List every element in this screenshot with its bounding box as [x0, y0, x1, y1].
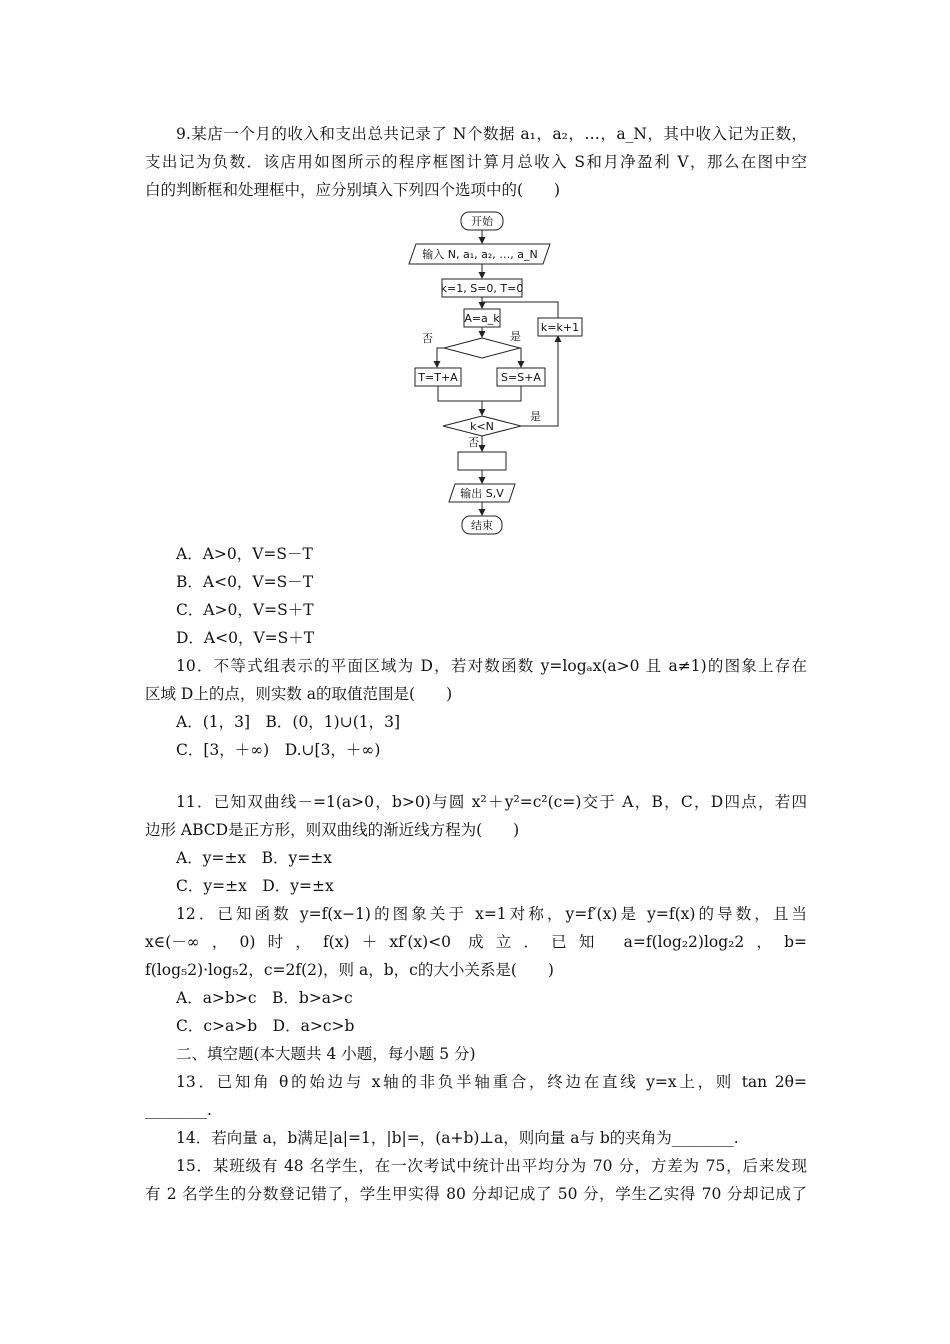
flowchart-loop-text: k<N — [470, 420, 494, 433]
q12-options-1: A．a>b>c B．b>a>c — [176, 989, 353, 1007]
q9-option-d: D．A<0，V=S＋T — [176, 629, 315, 647]
q15-line-1: 15．某班级有 48 名学生，在一次考试中统计出平均分为 70 分，方差为 75，后来发现 — [176, 1157, 807, 1175]
flowchart — [400, 205, 600, 540]
q11-line-2: 边形 ABCD是正方形，则双曲线的渐近线方程为( ) — [145, 821, 520, 839]
q11-options-1: A．y=±x B．y=±x — [176, 849, 333, 867]
flowchart-start-text: 开始 — [471, 215, 493, 228]
flowchart-init-text: k=1, S=0, T=0 — [440, 282, 524, 295]
q12-line-1: 12．已知函数 y=f(x−1)的图象关于 x=1对称，y=f′(x)是 y=f(x)的导数，且当 — [176, 905, 807, 923]
flowchart-input-text: 输入 N, a₁, a₂, …, a_N — [422, 248, 538, 261]
section-fill-in-title: 二、填空题(本大题共 4 小题，每小题 5 分) — [176, 1045, 476, 1063]
q15-line-2: 有 2 名学生的分数登记错了，学生甲实得 80 分却记成了 50 分，学生乙实得 70 分却记成了 — [145, 1185, 807, 1203]
q12-line-3: f(log₅2)·log₅2，c=2f(2)，则 a，b，c的大小关系是( ) — [145, 961, 554, 979]
q12-line-2: x∈(－∞，0)时，f(x)＋xf′(x)<0 成立．已知 a=f(log₂2)log₂2，b= — [145, 933, 807, 951]
flowchart-increment-text: k=k+1 — [540, 321, 580, 334]
flowchart-output-text: 输出 S,V — [460, 487, 504, 500]
q10-options-1: A．(1，3] B．(0，1)∪(1，3] — [176, 713, 401, 731]
flowchart-pos-text: S=S+A — [501, 371, 541, 384]
q9-line-3: 白的判断框和处理框中，应分别填入下列四个选项中的( ) — [145, 181, 561, 199]
q11-line-1: 11．已知双曲线－=1(a>0，b>0)与圆 x²＋y²=c²(c=)交于 A，B，C，D四点，若四 — [176, 793, 807, 811]
q10-options-2: C．[3，＋∞) D.∪[3，＋∞) — [176, 741, 381, 759]
q13-line-2: ________. — [145, 1101, 212, 1119]
q13-line-1: 13．已知角 θ的始边与 x轴的非负半轴重合，终边在直线 y=x上，则 tan 2θ= — [176, 1073, 807, 1091]
flowchart-decision-sign — [444, 338, 520, 358]
q9-option-c: C．A>0，V=S＋T — [176, 601, 314, 619]
flowchart-assign-text: A=a_k — [464, 312, 500, 325]
q9-option-a: A．A>0，V=S－T — [176, 545, 313, 563]
flowchart-loop-no-label: 否 — [468, 436, 479, 449]
q10-line-2: 区域 D上的点，则实数 a的取值范围是( ) — [145, 685, 453, 703]
q10-line-1: 10．不等式组表示的平面区域为 D，若对数函数 y=logₐx(a>0 且 a≠1)的图象上存在 — [176, 657, 807, 675]
q9-option-b: B．A<0，V=S－T — [176, 573, 314, 591]
q14-line-1: 14．若向量 a，b满足|a|=1，|b|=，(a+b)⊥a，则向量 a与 b的夹角为________. — [176, 1129, 739, 1147]
q9-line-2: 支出记为负数．该店用如图所示的程序框图计算月总收入 S和月净盈利 V，那么在图中空 — [145, 153, 807, 171]
q11-options-2: C．y=±x D．y=±x — [176, 877, 334, 895]
flowchart-yes-label: 是 — [510, 330, 521, 343]
flowchart-blank-process-box — [458, 452, 506, 470]
flowchart-neg-text: T=T+A — [418, 371, 458, 384]
q9-line-1: 9.某店一个月的收入和支出总共记录了 N个数据 a₁，a₂，…，a_N，其中收入记为正数， — [176, 125, 807, 143]
flowchart-no-label: 否 — [422, 332, 433, 345]
q12-options-2: C．c>a>b D．a>c>b — [176, 1017, 355, 1035]
flowchart-end-text: 结束 — [471, 519, 493, 532]
flowchart-loop-yes-label: 是 — [530, 410, 541, 423]
